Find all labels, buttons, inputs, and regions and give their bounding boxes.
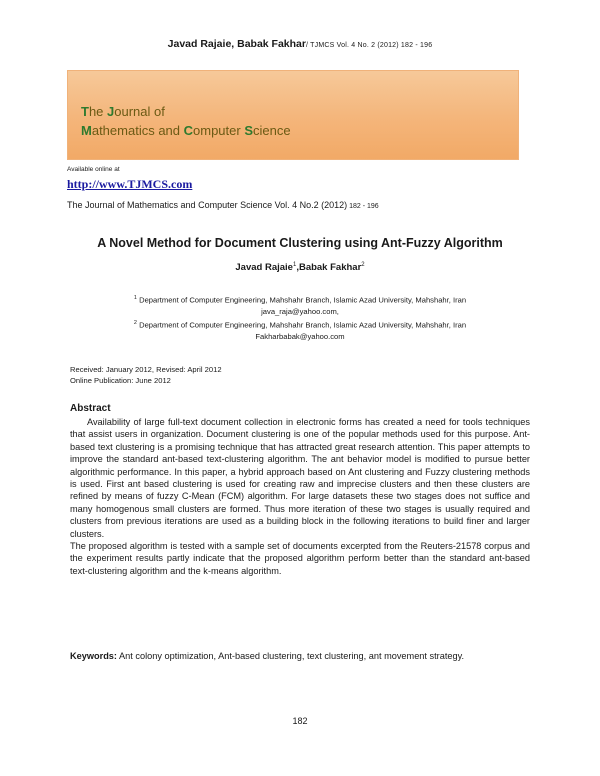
author-1: Javad Rajaie	[235, 262, 293, 274]
journal-citation-line: The Journal of Mathematics and Computer Science Vol. 4 No.2 (2012) 182 - 196	[67, 200, 379, 210]
available-online-label: Available online at	[67, 166, 120, 173]
affiliation-2: $^2$ Department of Computer Engineering, Mahshahr Branch, Islamic Azad University, Mahshahr, Iran Fakharbabak@yahoo.com	[0, 318, 600, 342]
author-2: Babak Fakhar	[298, 262, 362, 274]
affiliation-1: $^1$ Department of Computer Engineering, Mahshahr Branch, Islamic Azad University, Mahshahr, Iran java_raja@yahoo.com,	[0, 293, 600, 317]
online-publication-date: Online Publication: June 2012	[70, 376, 171, 385]
running-head-authors: Javad Rajaie, Babak Fakhar	[167, 38, 306, 50]
abstract-body	[70, 416, 530, 577]
running-head	[0, 38, 600, 50]
keywords	[70, 650, 530, 663]
journal-banner	[67, 70, 519, 160]
author-1-email: java_raja@yahoo.com,	[261, 306, 339, 316]
page-number: 182	[292, 716, 308, 726]
banner-line-1: The Journal of	[81, 104, 165, 119]
abstract-paragraph-1: Availability of large full-text document collection in electronic forms has created a need for tools techniques that assist users in organization. Document clustering is one of the popular methods used for this purpose. Ant-based text clustering is a promising technique that has attracted great research attention. This paper attempts to improve the standard ant-based text-clustering algorithm. The ant behavior model is modified to pursue better algorithmic performance. In this paper, a hybrid approach based on Ant clustering and Fuzzy clustering methods is used. First ant based clustering is used for creating raw and imprecise clusters and then these clusters are refined by means of fuzzy C-Mean (FCM) algorithm. For large datasets these two stages does not suffice and many homogenous small clusters are formed. Thus more iteration of these two stages is usually required and clusters from previous iterations are used as a building block in the following iterations to build finer and larger clusters.	[70, 417, 530, 539]
received-date: Received: January 2012, Revised: April 2012	[70, 365, 222, 374]
journal-website-link[interactable]: http://www.TJMCS.com	[67, 177, 193, 191]
running-head-citation: / TJMCS Vol. 4 No. 2 (2012) 182 - 196	[305, 42, 433, 49]
paper-title: A Novel Method for Document Clustering using Ant-Fuzzy Algorithm	[97, 236, 503, 250]
publication-dates	[70, 364, 222, 386]
keywords-text: Ant colony optimization, Ant-based clustering, text clustering, ant movement strategy.	[116, 651, 465, 661]
abstract-paragraph-2: The proposed algorithm is tested with a sample set of documents excerpted from the Reuters-21578 corpus and the experiment results partly indicate that the proposed algorithm perform better than the standard ant-based text-clustering algorithm and the k-means algorithm.	[70, 541, 530, 576]
abstract-heading: Abstract	[70, 403, 111, 414]
banner-title	[81, 102, 291, 140]
banner-line-2: Mathematics and Computer Science	[81, 123, 291, 138]
author-2-email: Fakharbabak@yahoo.com	[255, 331, 345, 341]
keywords-label: Keywords:	[70, 651, 117, 661]
paper-authors: Javad Rajaie$^1$,Babak Fakhar$^2$	[235, 262, 365, 274]
